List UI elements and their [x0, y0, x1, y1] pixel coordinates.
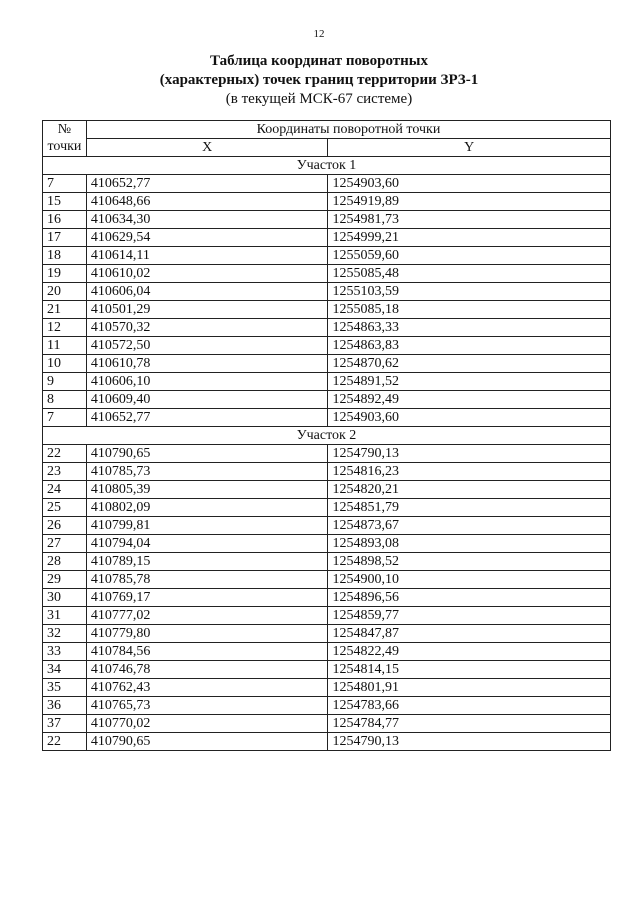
point-number-cell: 17: [43, 229, 87, 247]
y-coordinate-cell: 1255103,59: [328, 283, 611, 301]
table-body: [43, 157, 611, 751]
header-point-label: точки: [47, 139, 82, 154]
x-coordinate-cell: 410614,11: [86, 247, 328, 265]
header-point-number: [43, 121, 87, 157]
table-row: [43, 679, 611, 697]
y-coordinate-cell: 1254919,89: [328, 193, 611, 211]
x-coordinate-cell: 410769,17: [86, 589, 328, 607]
point-number-cell: 15: [43, 193, 87, 211]
point-number-cell: 22: [43, 733, 87, 751]
point-number-cell: 11: [43, 337, 87, 355]
table-row: [43, 733, 611, 751]
point-number-cell: 24: [43, 481, 87, 499]
y-coordinate-cell: 1255085,48: [328, 265, 611, 283]
point-number-cell: 26: [43, 517, 87, 535]
point-number-cell: 19: [43, 265, 87, 283]
table-row: [43, 607, 611, 625]
x-coordinate-cell: 410652,77: [86, 409, 328, 427]
y-coordinate-cell: 1254847,87: [328, 625, 611, 643]
point-number-cell: 16: [43, 211, 87, 229]
x-coordinate-cell: 410609,40: [86, 391, 328, 409]
point-number-cell: 12: [43, 319, 87, 337]
x-coordinate-cell: 410770,02: [86, 715, 328, 733]
table-row: [43, 697, 611, 715]
y-coordinate-cell: 1254900,10: [328, 571, 611, 589]
header-y: Y: [328, 139, 611, 157]
point-number-cell: 20: [43, 283, 87, 301]
page-number: 12: [313, 28, 325, 40]
table-title-line-1: Таблица координат поворотных: [209, 53, 429, 69]
title-block: [0, 52, 638, 109]
coordinates-table: [42, 120, 611, 751]
table-row: [43, 553, 611, 571]
table-row: [43, 247, 611, 265]
table-row: [43, 535, 611, 553]
table-row: [43, 355, 611, 373]
x-coordinate-cell: 410794,04: [86, 535, 328, 553]
y-coordinate-cell: 1254820,21: [328, 481, 611, 499]
x-coordinate-cell: 410765,73: [86, 697, 328, 715]
x-coordinate-cell: 410501,29: [86, 301, 328, 319]
point-number-cell: 9: [43, 373, 87, 391]
y-coordinate-cell: 1254893,08: [328, 535, 611, 553]
table-row: [43, 175, 611, 193]
point-number-cell: 30: [43, 589, 87, 607]
x-coordinate-cell: 410610,78: [86, 355, 328, 373]
x-coordinate-cell: 410570,32: [86, 319, 328, 337]
x-coordinate-cell: 410779,80: [86, 625, 328, 643]
y-coordinate-cell: 1254891,52: [328, 373, 611, 391]
y-coordinate-cell: 1254783,66: [328, 697, 611, 715]
point-number-cell: 28: [43, 553, 87, 571]
point-number-cell: 10: [43, 355, 87, 373]
x-coordinate-cell: 410799,81: [86, 517, 328, 535]
point-number-cell: 25: [43, 499, 87, 517]
header-number-sign: №: [57, 122, 72, 137]
table-row: [43, 229, 611, 247]
x-coordinate-cell: 410789,15: [86, 553, 328, 571]
table-subtitle: (в текущей МСК-67 системе): [225, 91, 413, 107]
y-coordinate-cell: 1254863,33: [328, 319, 611, 337]
y-coordinate-cell: 1254999,21: [328, 229, 611, 247]
point-number-cell: 36: [43, 697, 87, 715]
y-coordinate-cell: 1254801,91: [328, 679, 611, 697]
table-row: [43, 445, 611, 463]
table-row: [43, 463, 611, 481]
x-coordinate-cell: 410785,78: [86, 571, 328, 589]
point-number-cell: 31: [43, 607, 87, 625]
y-coordinate-cell: 1255059,60: [328, 247, 611, 265]
table-row: [43, 301, 611, 319]
table-row: [43, 409, 611, 427]
y-coordinate-cell: 1254822,49: [328, 643, 611, 661]
x-coordinate-cell: 410802,09: [86, 499, 328, 517]
x-coordinate-cell: 410777,02: [86, 607, 328, 625]
y-coordinate-cell: 1254873,67: [328, 517, 611, 535]
x-coordinate-cell: 410805,39: [86, 481, 328, 499]
header-row-2: [43, 139, 611, 157]
table-row: [43, 499, 611, 517]
table-row: [43, 373, 611, 391]
y-coordinate-cell: 1254816,23: [328, 463, 611, 481]
table-row: [43, 337, 611, 355]
x-coordinate-cell: 410606,04: [86, 283, 328, 301]
x-coordinate-cell: 410606,10: [86, 373, 328, 391]
table-title-line-2: (характерных) точек границ территории ЗРЗ-1: [159, 72, 479, 88]
table-row: [43, 589, 611, 607]
y-coordinate-cell: 1254790,13: [328, 733, 611, 751]
y-coordinate-cell: 1254851,79: [328, 499, 611, 517]
point-number-cell: 21: [43, 301, 87, 319]
header-row-1: [43, 121, 611, 139]
section-row: [43, 427, 611, 445]
table-row: [43, 517, 611, 535]
point-number-cell: 7: [43, 175, 87, 193]
point-number-cell: 35: [43, 679, 87, 697]
table-row: [43, 481, 611, 499]
y-coordinate-cell: 1254898,52: [328, 553, 611, 571]
x-coordinate-cell: 410790,65: [86, 445, 328, 463]
table-row: [43, 643, 611, 661]
y-coordinate-cell: 1254859,77: [328, 607, 611, 625]
table-row: [43, 283, 611, 301]
point-number-cell: 27: [43, 535, 87, 553]
table-row: [43, 661, 611, 679]
y-coordinate-cell: 1254892,49: [328, 391, 611, 409]
point-number-cell: 22: [43, 445, 87, 463]
header-coordinates: Координаты поворотной точки: [86, 121, 610, 139]
section-row: [43, 157, 611, 175]
point-number-cell: 33: [43, 643, 87, 661]
y-coordinate-cell: 1254903,60: [328, 175, 611, 193]
y-coordinate-cell: 1254870,62: [328, 355, 611, 373]
x-coordinate-cell: 410648,66: [86, 193, 328, 211]
point-number-cell: 7: [43, 409, 87, 427]
table-row: [43, 571, 611, 589]
table-row: [43, 625, 611, 643]
x-coordinate-cell: 410762,43: [86, 679, 328, 697]
y-coordinate-cell: 1254863,83: [328, 337, 611, 355]
y-coordinate-cell: 1254790,13: [328, 445, 611, 463]
x-coordinate-cell: 410785,73: [86, 463, 328, 481]
table-row: [43, 715, 611, 733]
x-coordinate-cell: 410572,50: [86, 337, 328, 355]
y-coordinate-cell: 1254896,56: [328, 589, 611, 607]
y-coordinate-cell: 1254903,60: [328, 409, 611, 427]
y-coordinate-cell: 1254981,73: [328, 211, 611, 229]
table-row: [43, 211, 611, 229]
y-coordinate-cell: 1255085,18: [328, 301, 611, 319]
x-coordinate-cell: 410790,65: [86, 733, 328, 751]
point-number-cell: 29: [43, 571, 87, 589]
x-coordinate-cell: 410629,54: [86, 229, 328, 247]
x-coordinate-cell: 410746,78: [86, 661, 328, 679]
x-coordinate-cell: 410784,56: [86, 643, 328, 661]
section-title: Участок 2: [43, 427, 611, 445]
point-number-cell: 8: [43, 391, 87, 409]
x-coordinate-cell: 410634,30: [86, 211, 328, 229]
section-title: Участок 1: [43, 157, 611, 175]
y-coordinate-cell: 1254784,77: [328, 715, 611, 733]
point-number-cell: 18: [43, 247, 87, 265]
table-row: [43, 391, 611, 409]
point-number-cell: 32: [43, 625, 87, 643]
x-coordinate-cell: 410610,02: [86, 265, 328, 283]
table-row: [43, 319, 611, 337]
point-number-cell: 23: [43, 463, 87, 481]
point-number-cell: 34: [43, 661, 87, 679]
table-row: [43, 193, 611, 211]
y-coordinate-cell: 1254814,15: [328, 661, 611, 679]
point-number-cell: 37: [43, 715, 87, 733]
header-x: X: [86, 139, 328, 157]
x-coordinate-cell: 410652,77: [86, 175, 328, 193]
table-row: [43, 265, 611, 283]
